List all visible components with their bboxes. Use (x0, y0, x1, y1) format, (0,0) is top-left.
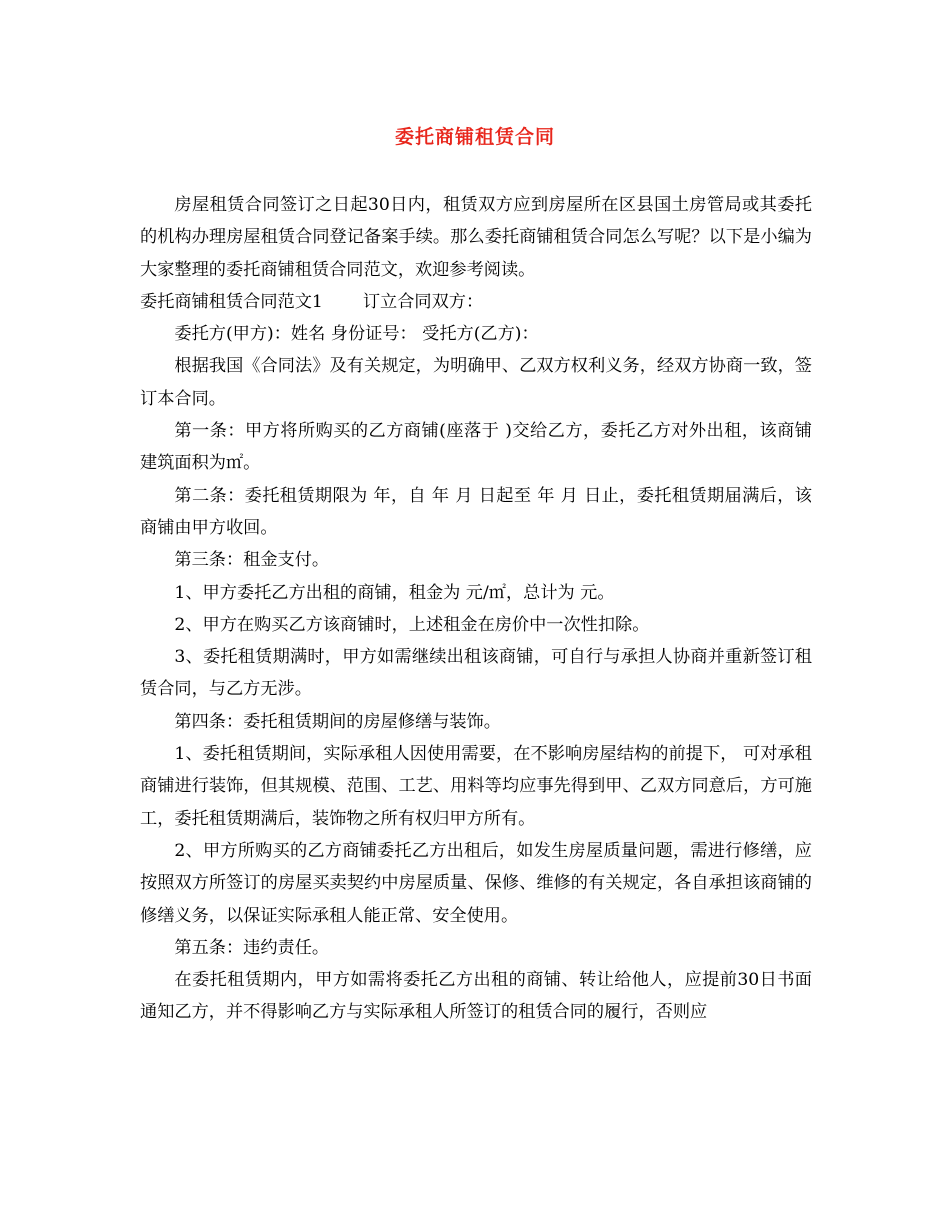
article-4-item-2: 2、甲方所购买的乙方商铺委托乙方出租后，如发生房屋质量问题，需进行修缮，应按照双方所签订的房屋买卖契约中房屋质量、保修、维修的有关规定，各自承担该商铺的修缮义务，以保证实际承租人能正常、安全使用。 (140, 840, 812, 926)
article-5-paragraph: 在委托租赁期内，甲方如需将委托乙方出租的商铺、转让给他人，应提前30日书面通知乙方，并不得影响乙方与实际承租人所签订的租赁合同的履行，否则应 (140, 970, 812, 1023)
article-3-item-1: 1、甲方委托乙方出租的商铺，租金为 元/㎡，总计为 元。 (174, 582, 615, 603)
parties-heading: 订立合同双方： (362, 291, 484, 312)
article-2: 第二条：委托租赁期限为 年，自 年 月 日起至 年 月 日止，委托租赁期届满后，该商铺由甲方收回。 (140, 485, 812, 538)
article-4-heading: 第四条：委托租赁期间的房屋修缮与装饰。 (174, 711, 501, 732)
intro-paragraph: 房屋租赁合同签订之日起30日内，租赁双方应到房屋所在区县国土房管局或其委托的机构办理房屋租赁合同登记备案手续。那么委托商铺租赁合同怎么写呢？以下是小编为大家整理的委托商铺租赁合同范文，欢迎参考阅读。 (140, 195, 812, 280)
preamble-paragraph: 根据我国《合同法》及有关规定，为明确甲、乙双方权利义务，经双方协商一致，签订本合同。 (140, 356, 812, 409)
sample-heading: 委托商铺租赁合同范文1 (140, 291, 323, 312)
document-body (140, 189, 812, 1029)
article-3-item-3: 3、委托租赁期满时，甲方如需继续出租该商铺，可自行与承担人协商并重新签订租赁合同，与乙方无涉。 (140, 647, 812, 700)
sample-heading-line (140, 286, 812, 318)
parties-line: 委托方(甲方)：姓名 身份证号： 受托方(乙方)： (174, 324, 539, 345)
article-5-heading: 第五条：违约责任。 (174, 937, 330, 958)
article-1: 第一条：甲方将所购买的乙方商铺(座落于 )交给乙方，委托乙方对外出租，该商铺建筑面积为㎡。 (140, 421, 812, 474)
document-title: 委托商铺租赁合同 (394, 126, 555, 148)
article-4-item-1: 1、委托租赁期间，实际承租人因使用需要，在不影响房屋结构的前提下， 可对承租商铺进行装饰，但其规模、范围、工艺、用料等均应事先得到甲、乙双方同意后，方可施工，委托租赁期满后，装饰物之所有权归甲方所有。 (140, 744, 812, 829)
article-3-item-2: 2、甲方在购买乙方该商铺时，上述租金在房价中一次性扣除。 (174, 614, 650, 635)
article-3-heading: 第三条：租金支付。 (174, 550, 330, 571)
